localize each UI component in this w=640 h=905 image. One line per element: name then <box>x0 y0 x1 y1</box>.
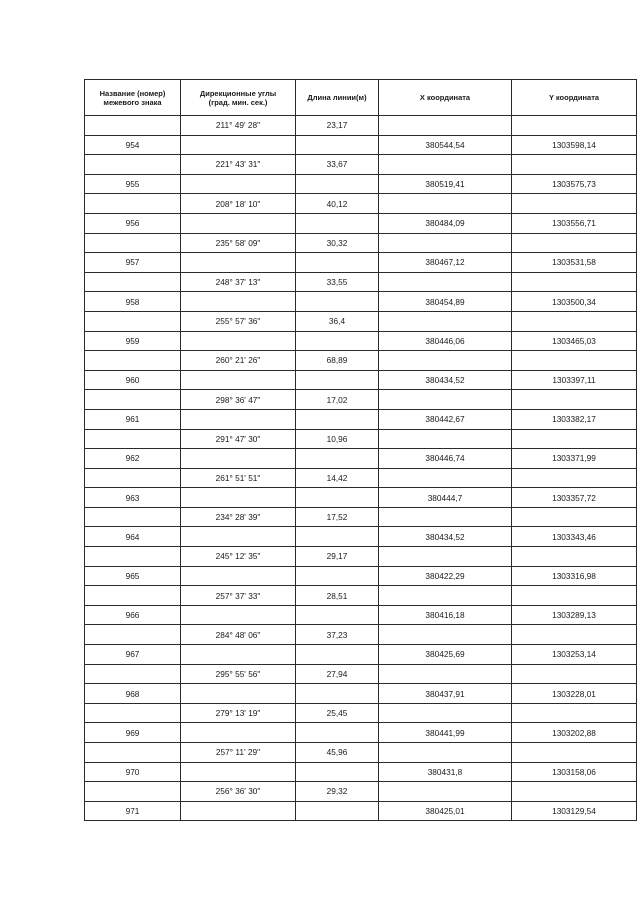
cell-line-length: 10,96 <box>296 429 379 449</box>
cell-point-name: 959 <box>85 331 181 351</box>
cell-x-coordinate: 380425,69 <box>379 645 512 665</box>
cell-y-coordinate: 1303382,17 <box>512 409 637 429</box>
table-row-point <box>85 174 637 194</box>
cell-x-empty <box>379 155 512 175</box>
cell-line-length: 29,17 <box>296 547 379 567</box>
cell-x-coordinate: 380544,54 <box>379 135 512 155</box>
cell-x-coordinate: 380422,29 <box>379 566 512 586</box>
cell-y-coordinate: 1303343,46 <box>512 527 637 547</box>
cell-x-coordinate: 380444,7 <box>379 488 512 508</box>
cell-direction-angle: 245° 12' 35" <box>181 547 296 567</box>
cell-line-length: 30,32 <box>296 233 379 253</box>
table-row-point <box>85 605 637 625</box>
cell-point-name-empty <box>85 625 181 645</box>
cell-y-empty <box>512 586 637 606</box>
cell-direction-angle-empty <box>181 331 296 351</box>
cell-point-name-empty <box>85 390 181 410</box>
cell-line-length-empty <box>296 174 379 194</box>
cell-y-empty <box>512 390 637 410</box>
cell-x-coordinate: 380425,01 <box>379 801 512 821</box>
table-row-point <box>85 762 637 782</box>
cell-line-length-empty <box>296 449 379 469</box>
cell-y-empty <box>512 351 637 371</box>
cell-direction-angle-empty <box>181 449 296 469</box>
table-row-segment <box>85 351 637 371</box>
table-row-point <box>85 723 637 743</box>
cell-point-name: 957 <box>85 253 181 273</box>
cell-x-coordinate: 380437,91 <box>379 684 512 704</box>
cell-point-name: 963 <box>85 488 181 508</box>
cell-x-empty <box>379 664 512 684</box>
cell-point-name-empty <box>85 311 181 331</box>
cell-direction-angle: 257° 11' 29" <box>181 743 296 763</box>
cell-point-name-empty <box>85 468 181 488</box>
table-row-point <box>85 292 637 312</box>
cell-point-name: 967 <box>85 645 181 665</box>
cell-x-coordinate: 380441,99 <box>379 723 512 743</box>
cell-direction-angle-empty <box>181 488 296 508</box>
table-body <box>85 116 637 821</box>
cell-direction-angle: 261° 51' 51" <box>181 468 296 488</box>
cell-direction-angle: 235° 58' 09" <box>181 233 296 253</box>
cell-x-empty <box>379 194 512 214</box>
cell-y-coordinate: 1303289,13 <box>512 605 637 625</box>
cell-y-empty <box>512 233 637 253</box>
cell-y-coordinate: 1303316,98 <box>512 566 637 586</box>
cell-direction-angle-empty <box>181 409 296 429</box>
cell-line-length: 68,89 <box>296 351 379 371</box>
header-point-name <box>85 80 181 116</box>
cell-y-coordinate: 1303357,72 <box>512 488 637 508</box>
cell-direction-angle-empty <box>181 645 296 665</box>
cell-x-coordinate: 380442,67 <box>379 409 512 429</box>
cell-x-coordinate: 380467,12 <box>379 253 512 273</box>
cell-point-name-empty <box>85 194 181 214</box>
cell-point-name: 954 <box>85 135 181 155</box>
table-row-point <box>85 488 637 508</box>
cell-point-name-empty <box>85 507 181 527</box>
table-row-segment <box>85 664 637 684</box>
cell-direction-angle: 248° 37' 13" <box>181 272 296 292</box>
table-row-segment <box>85 782 637 802</box>
table-row-segment <box>85 194 637 214</box>
cell-point-name-empty <box>85 272 181 292</box>
cell-point-name-empty <box>85 782 181 802</box>
cell-line-length-empty <box>296 605 379 625</box>
cell-line-length-empty <box>296 684 379 704</box>
cell-point-name: 970 <box>85 762 181 782</box>
cell-y-empty <box>512 311 637 331</box>
cell-direction-angle-empty <box>181 174 296 194</box>
table-row-point <box>85 684 637 704</box>
cell-y-coordinate: 1303371,99 <box>512 449 637 469</box>
cell-line-length: 14,42 <box>296 468 379 488</box>
cell-x-empty <box>379 547 512 567</box>
cell-line-length: 45,96 <box>296 743 379 763</box>
header-direction-angle-line1: Дирекционные углы <box>199 88 277 98</box>
cell-y-empty <box>512 468 637 488</box>
cell-x-empty <box>379 390 512 410</box>
cell-direction-angle: 257° 37' 33" <box>181 586 296 606</box>
cell-line-length: 33,55 <box>296 272 379 292</box>
header-y-coordinate: Y координата <box>512 80 637 116</box>
cell-x-empty <box>379 429 512 449</box>
cell-point-name-empty <box>85 116 181 136</box>
cell-line-length: 25,45 <box>296 703 379 723</box>
cell-point-name-empty <box>85 429 181 449</box>
cell-x-empty <box>379 351 512 371</box>
cell-line-length-empty <box>296 253 379 273</box>
table-row-segment <box>85 743 637 763</box>
cell-x-coordinate: 380484,09 <box>379 213 512 233</box>
table-row-point <box>85 409 637 429</box>
cell-direction-angle: 298° 36' 47" <box>181 390 296 410</box>
table-row-segment <box>85 311 637 331</box>
table-row-segment <box>85 155 637 175</box>
cell-x-empty <box>379 625 512 645</box>
cell-direction-angle: 279° 13' 19" <box>181 703 296 723</box>
cell-y-coordinate: 1303228,01 <box>512 684 637 704</box>
cell-line-length: 28,51 <box>296 586 379 606</box>
table-row-segment <box>85 507 637 527</box>
cell-x-empty <box>379 311 512 331</box>
cell-x-empty <box>379 782 512 802</box>
cell-y-coordinate: 1303253,14 <box>512 645 637 665</box>
cell-point-name: 961 <box>85 409 181 429</box>
cell-point-name-empty <box>85 743 181 763</box>
cell-line-length-empty <box>296 409 379 429</box>
cell-y-coordinate: 1303465,03 <box>512 331 637 351</box>
cell-direction-angle: 291° 47' 30" <box>181 429 296 449</box>
cell-direction-angle: 256° 36' 30" <box>181 782 296 802</box>
cell-x-coordinate: 380434,52 <box>379 527 512 547</box>
cell-line-length-empty <box>296 723 379 743</box>
cell-direction-angle-empty <box>181 762 296 782</box>
header-x-coordinate: X координата <box>379 80 512 116</box>
cell-direction-angle-empty <box>181 135 296 155</box>
cell-x-coordinate: 380431,8 <box>379 762 512 782</box>
cell-point-name-empty <box>85 664 181 684</box>
cell-line-length-empty <box>296 213 379 233</box>
cell-x-coordinate: 380454,89 <box>379 292 512 312</box>
cell-x-coordinate: 380519,41 <box>379 174 512 194</box>
cell-point-name: 956 <box>85 213 181 233</box>
cell-line-length: 33,67 <box>296 155 379 175</box>
table-row-segment <box>85 703 637 723</box>
cell-point-name: 962 <box>85 449 181 469</box>
table-row-segment <box>85 429 637 449</box>
cell-x-coordinate: 380446,06 <box>379 331 512 351</box>
table-row-point <box>85 566 637 586</box>
cell-point-name-empty <box>85 547 181 567</box>
cell-point-name: 966 <box>85 605 181 625</box>
header-line-length: Длина линии(м) <box>296 80 379 116</box>
cell-point-name: 955 <box>85 174 181 194</box>
cell-line-length: 36,4 <box>296 311 379 331</box>
table-row-segment <box>85 272 637 292</box>
cell-line-length-empty <box>296 292 379 312</box>
cell-y-empty <box>512 194 637 214</box>
cell-y-empty <box>512 272 637 292</box>
cell-direction-angle-empty <box>181 292 296 312</box>
cell-x-empty <box>379 116 512 136</box>
table-row-point <box>85 645 637 665</box>
cell-y-empty <box>512 625 637 645</box>
cell-line-length-empty <box>296 135 379 155</box>
cell-y-empty <box>512 664 637 684</box>
cell-line-length: 17,02 <box>296 390 379 410</box>
cell-line-length: 40,12 <box>296 194 379 214</box>
cell-direction-angle-empty <box>181 213 296 233</box>
cell-x-coordinate: 380446,74 <box>379 449 512 469</box>
cell-line-length: 23,17 <box>296 116 379 136</box>
cell-y-empty <box>512 155 637 175</box>
cell-line-length-empty <box>296 566 379 586</box>
header-row <box>85 80 637 116</box>
cell-line-length-empty <box>296 331 379 351</box>
cell-direction-angle-empty <box>181 801 296 821</box>
coordinates-table <box>84 79 637 821</box>
cell-direction-angle-empty <box>181 605 296 625</box>
header-direction-angle-line2: (град. мин. сек.) <box>208 97 268 107</box>
cell-x-coordinate: 380416,18 <box>379 605 512 625</box>
cell-point-name: 971 <box>85 801 181 821</box>
cell-y-empty <box>512 547 637 567</box>
table-row-point <box>85 449 637 469</box>
table-row-segment <box>85 390 637 410</box>
cell-line-length: 37,23 <box>296 625 379 645</box>
cell-x-empty <box>379 586 512 606</box>
cell-line-length: 17,52 <box>296 507 379 527</box>
table-row-segment <box>85 468 637 488</box>
cell-direction-angle: 211° 49' 28" <box>181 116 296 136</box>
header-point-name-line2: межевого знака <box>103 97 162 107</box>
cell-x-empty <box>379 468 512 488</box>
table-row-point <box>85 213 637 233</box>
cell-direction-angle-empty <box>181 566 296 586</box>
table-row-point <box>85 801 637 821</box>
cell-direction-angle-empty <box>181 723 296 743</box>
cell-point-name-empty <box>85 351 181 371</box>
cell-x-empty <box>379 507 512 527</box>
cell-point-name: 965 <box>85 566 181 586</box>
cell-x-empty <box>379 703 512 723</box>
cell-direction-angle-empty <box>181 370 296 390</box>
cell-line-length: 27,94 <box>296 664 379 684</box>
cell-x-empty <box>379 272 512 292</box>
table-row-segment <box>85 625 637 645</box>
cell-y-coordinate: 1303129,54 <box>512 801 637 821</box>
cell-y-coordinate: 1303500,34 <box>512 292 637 312</box>
cell-y-coordinate: 1303397,11 <box>512 370 637 390</box>
table-row-segment <box>85 586 637 606</box>
cell-direction-angle: 284° 48' 06" <box>181 625 296 645</box>
cell-direction-angle: 295° 55' 56" <box>181 664 296 684</box>
cell-line-length-empty <box>296 527 379 547</box>
cell-y-coordinate: 1303158,06 <box>512 762 637 782</box>
cell-direction-angle: 260° 21' 26" <box>181 351 296 371</box>
cell-line-length-empty <box>296 762 379 782</box>
header-direction-angle <box>181 80 296 116</box>
cell-y-coordinate: 1303556,71 <box>512 213 637 233</box>
cell-x-coordinate: 380434,52 <box>379 370 512 390</box>
table-row-segment <box>85 233 637 253</box>
cell-x-empty <box>379 743 512 763</box>
cell-line-length-empty <box>296 370 379 390</box>
header-point-name-line1: Название (номер) <box>99 88 166 98</box>
cell-y-coordinate: 1303575,73 <box>512 174 637 194</box>
cell-point-name: 960 <box>85 370 181 390</box>
cell-line-length: 29,32 <box>296 782 379 802</box>
cell-direction-angle: 255° 57' 36" <box>181 311 296 331</box>
table-row-point <box>85 253 637 273</box>
cell-direction-angle: 234° 28' 39" <box>181 507 296 527</box>
table-row-point <box>85 331 637 351</box>
cell-direction-angle-empty <box>181 253 296 273</box>
cell-point-name-empty <box>85 586 181 606</box>
cell-y-empty <box>512 116 637 136</box>
cell-direction-angle-empty <box>181 684 296 704</box>
cell-point-name: 964 <box>85 527 181 547</box>
cell-direction-angle: 221° 43' 31" <box>181 155 296 175</box>
cell-line-length-empty <box>296 801 379 821</box>
cell-x-empty <box>379 233 512 253</box>
cell-point-name-empty <box>85 703 181 723</box>
cell-y-empty <box>512 782 637 802</box>
cell-y-empty <box>512 507 637 527</box>
table-row-point <box>85 370 637 390</box>
cell-y-coordinate: 1303531,58 <box>512 253 637 273</box>
cell-y-empty <box>512 703 637 723</box>
table-row-segment <box>85 547 637 567</box>
cell-point-name-empty <box>85 155 181 175</box>
table-row-point <box>85 527 637 547</box>
cell-point-name: 968 <box>85 684 181 704</box>
cell-line-length-empty <box>296 488 379 508</box>
cell-point-name: 958 <box>85 292 181 312</box>
cell-direction-angle-empty <box>181 527 296 547</box>
cell-point-name: 969 <box>85 723 181 743</box>
cell-direction-angle: 208° 18' 10" <box>181 194 296 214</box>
table-row-segment <box>85 116 637 136</box>
cell-point-name-empty <box>85 233 181 253</box>
cell-y-coordinate: 1303202,88 <box>512 723 637 743</box>
cell-line-length-empty <box>296 645 379 665</box>
cell-y-empty <box>512 743 637 763</box>
cell-y-coordinate: 1303598,14 <box>512 135 637 155</box>
cell-y-empty <box>512 429 637 449</box>
table-row-point <box>85 135 637 155</box>
